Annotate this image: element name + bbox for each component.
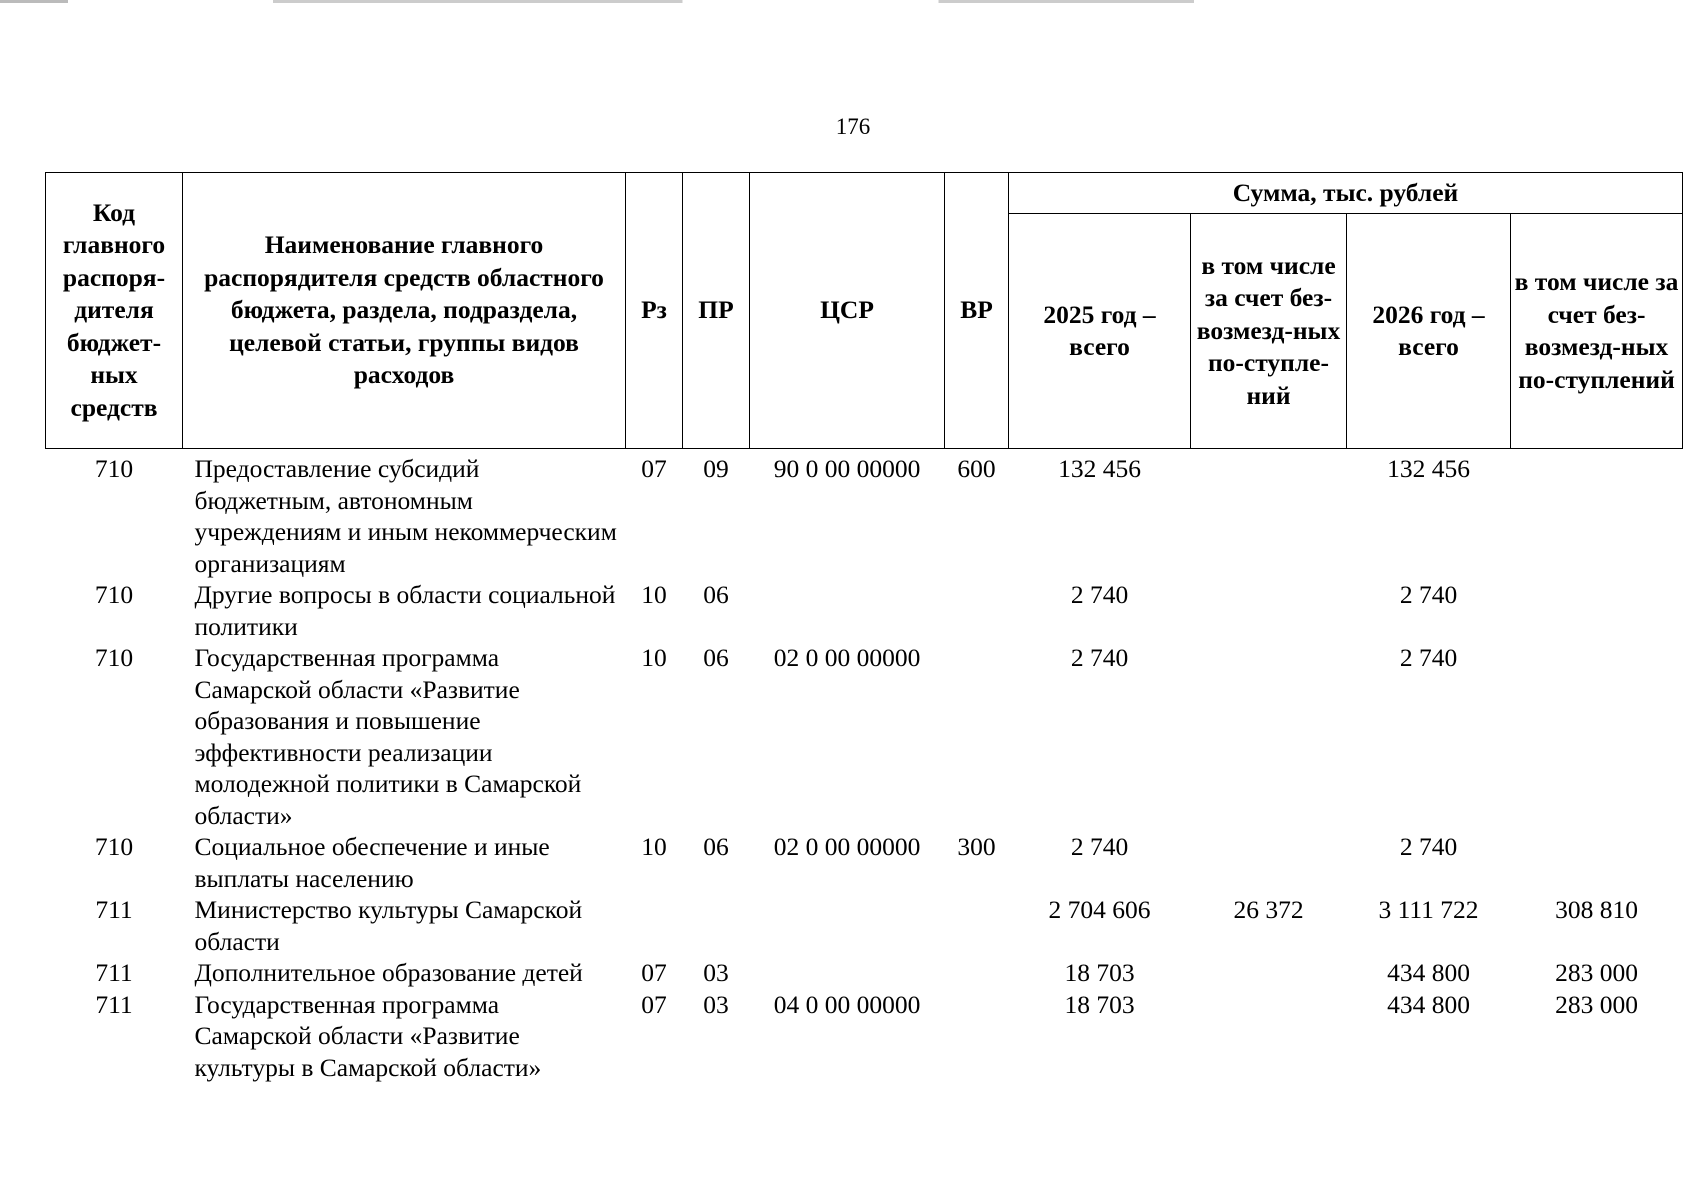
cell-pr: 06	[703, 643, 729, 672]
cell-vr	[945, 989, 1009, 1084]
cell-csr: 90 0 00 00000	[773, 454, 921, 483]
cell-grants-2026	[1511, 642, 1683, 831]
table-row	[46, 579, 1683, 642]
cell-grants-2026	[1511, 831, 1683, 894]
cell-code: 711	[95, 895, 133, 924]
cell-name: Министерство культуры Самарской области	[194, 895, 583, 956]
cell-sum-2026: 434 800	[1387, 989, 1470, 1019]
table-row	[46, 989, 1683, 1084]
table-row	[46, 957, 1683, 989]
budget-table	[45, 172, 1683, 1083]
cell-rz: 07	[641, 989, 667, 1019]
cell-name: Предоставление субсидий бюджетным, автономным учреждениям и иным некоммерческим организациям	[194, 454, 617, 578]
cell-csr: 04 0 00 00000	[773, 989, 921, 1019]
cell-pr	[683, 894, 750, 957]
cell-code: 710	[94, 454, 134, 483]
cell-vr: 600	[957, 454, 996, 483]
header-vr: ВР	[945, 173, 1009, 449]
cell-pr: 03	[703, 989, 729, 1019]
cell-grants-2025	[1191, 579, 1347, 642]
cell-name: Социальное обеспечение и иные выплаты населению	[194, 832, 550, 893]
cell-grants-2026: 308 810	[1555, 895, 1638, 924]
cell-vr	[945, 957, 1009, 989]
cell-vr	[945, 894, 1009, 957]
cell-csr: 02 0 00 00000	[773, 643, 921, 672]
cell-vr	[945, 579, 1009, 642]
cell-sum-2025: 2 704 606	[1048, 895, 1151, 924]
page-number: 176	[835, 114, 871, 139]
table-row	[46, 894, 1683, 957]
header-grants-2026: в том числе за счет без-возмезд-ных по-ступлений	[1511, 214, 1683, 449]
cell-grants-2025	[1191, 831, 1347, 894]
cell-sum-2026: 2 740	[1399, 832, 1458, 861]
cell-grants-2026	[1511, 579, 1683, 642]
cell-pr: 06	[703, 832, 729, 861]
cell-grants-2025	[1191, 642, 1347, 831]
cell-code: 710	[94, 643, 134, 672]
cell-name: Государственная программа Самарской области «Развитие образования и повышение эффективности реализации молодежной политики в Самарской области»	[194, 643, 582, 830]
cell-sum-2026: 3 111 722	[1378, 895, 1479, 924]
cell-csr	[750, 894, 945, 957]
cell-csr	[750, 579, 945, 642]
cell-csr	[750, 957, 945, 989]
cell-pr: 03	[703, 958, 729, 987]
header-rz: Рз	[626, 173, 683, 449]
cell-grants-2025	[1191, 449, 1347, 580]
cell-grants-2026	[1511, 449, 1683, 580]
cell-name: Дополнительное образование детей	[194, 958, 583, 987]
cell-rz: 10	[641, 832, 667, 861]
header-sum-2025: 2025 год – всего	[1009, 214, 1191, 449]
table-header	[46, 173, 1683, 449]
cell-vr: 300	[957, 832, 996, 861]
cell-sum-2026: 132 456	[1387, 454, 1470, 483]
cell-csr: 02 0 00 00000	[773, 832, 921, 861]
cell-rz	[626, 894, 683, 957]
table-body	[46, 449, 1683, 1084]
cell-code: 711	[95, 989, 133, 1019]
header-pr: ПР	[683, 173, 750, 449]
table-row	[46, 831, 1683, 894]
cell-sum-2025: 18 703	[1064, 989, 1135, 1019]
table-row	[46, 449, 1683, 580]
cell-sum-2026: 2 740	[1399, 580, 1458, 609]
header-csr: ЦСР	[750, 173, 945, 449]
cell-code: 710	[94, 580, 134, 609]
cell-sum-2026: 2 740	[1399, 643, 1458, 672]
cell-rz: 07	[641, 958, 667, 987]
cell-grants-2025	[1191, 989, 1347, 1084]
cell-sum-2025: 132 456	[1058, 454, 1141, 483]
cell-pr: 06	[703, 580, 729, 609]
header-sum-group: Сумма, тыс. рублей	[1009, 173, 1683, 214]
cell-grants-2026: 283 000	[1555, 958, 1638, 987]
cell-sum-2025: 2 740	[1070, 832, 1129, 861]
cell-grants-2025	[1191, 957, 1347, 989]
cell-rz: 10	[641, 580, 667, 609]
header-grants-2025: в том числе за счет без-возмезд-ных по-ступле-ний	[1191, 214, 1347, 449]
cell-name: Государственная программа Самарской области «Развитие культуры в Самарской области»	[194, 989, 542, 1082]
cell-vr	[945, 642, 1009, 831]
cell-code: 710	[94, 832, 134, 861]
cell-name: Другие вопросы в области социальной политики	[194, 580, 616, 641]
cell-grants-2026: 283 000	[1555, 989, 1638, 1019]
cell-sum-2025: 2 740	[1070, 643, 1129, 672]
cell-sum-2025: 18 703	[1064, 958, 1135, 987]
table-row	[46, 642, 1683, 831]
cell-sum-2025: 2 740	[1070, 580, 1129, 609]
cell-rz: 10	[641, 643, 667, 672]
scan-edge-artifact	[0, 0, 1706, 3]
cell-code: 711	[95, 958, 133, 987]
header-sum-2026: 2026 год – всего	[1347, 214, 1511, 449]
cell-pr: 09	[703, 454, 729, 483]
cell-sum-2026: 434 800	[1387, 958, 1470, 987]
cell-grants-2025: 26 372	[1233, 895, 1304, 924]
header-name: Наименование главного распорядителя средств областного бюджета, раздела, подраздела, целевой статьи, группы видов расходов	[183, 173, 626, 449]
cell-rz: 07	[641, 454, 667, 483]
header-code: Код главного распоря-дителя бюджет-ных средств	[46, 173, 183, 449]
